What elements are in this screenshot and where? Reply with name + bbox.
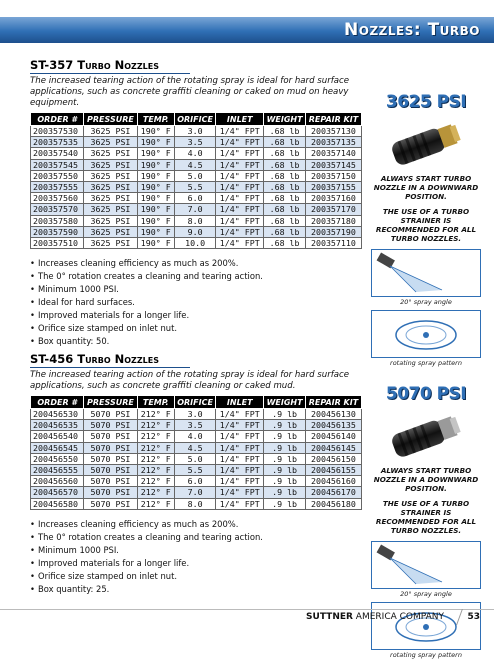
table-cell: .9 lb (264, 464, 306, 475)
turbo-nozzle-icon (370, 406, 482, 466)
page-title: Nozzles: Turbo (344, 20, 480, 40)
column-header: INLET (216, 113, 264, 126)
table-cell: 5.5 (174, 464, 215, 475)
table-cell: 1/4" FPT (216, 420, 264, 431)
list-item: • Minimum 1000 PSI. (30, 544, 362, 557)
table-cell: 7.0 (174, 487, 215, 498)
table-cell: 200357560 (31, 193, 84, 204)
table-cell: 212° F (137, 431, 174, 442)
column-header: TEMP. (137, 113, 174, 126)
list-item: • The 0° rotation creates a cleaning and tearing action. (30, 531, 362, 544)
table-cell: .68 lb (264, 148, 306, 159)
table-cell: 200357135 (305, 137, 361, 148)
table-row (31, 159, 362, 170)
table-cell: 1/4" FPT (216, 409, 264, 420)
table-cell: .68 lb (264, 204, 306, 215)
spec-table (30, 395, 362, 510)
table-cell: 3.0 (174, 409, 215, 420)
table-cell: 190° F (137, 126, 174, 137)
spray-angle-icon (372, 250, 480, 296)
table-cell: 212° F (137, 476, 174, 487)
table-body (31, 126, 362, 249)
table-cell: 5.0 (174, 170, 215, 181)
table-cell: 200357570 (31, 204, 84, 215)
table-cell: 1/4" FPT (216, 237, 264, 248)
column-header: REPAIR KIT (305, 396, 361, 409)
table-cell: 1/4" FPT (216, 498, 264, 509)
table-cell: 212° F (137, 498, 174, 509)
brand-suffix: AMERICA COMPANY (352, 612, 444, 622)
table-cell: 1/4" FPT (216, 431, 264, 442)
table-cell: 5070 PSI (84, 453, 137, 464)
table-cell: 200456180 (305, 498, 361, 509)
table-cell: 200357170 (305, 204, 361, 215)
column-header: INLET (216, 396, 264, 409)
table-cell: 1/4" FPT (216, 137, 264, 148)
table-cell: .9 lb (264, 476, 306, 487)
caption-spray-angle: 20° spray angle (400, 590, 452, 598)
column-header: WEIGHT (264, 113, 306, 126)
table-body (31, 409, 362, 510)
column-header: TEMP. (137, 396, 174, 409)
table-cell: 200456530 (31, 409, 84, 420)
table-cell: 5.5 (174, 181, 215, 192)
table-cell: 190° F (137, 193, 174, 204)
table-cell: 3.0 (174, 126, 215, 137)
list-item: • Box quantity: 25. (30, 583, 362, 596)
spray-angle-diagram (371, 249, 481, 297)
table-cell: 5070 PSI (84, 498, 137, 509)
table-row (31, 498, 362, 509)
table-row (31, 476, 362, 487)
table-cell: 200456535 (31, 420, 84, 431)
table-cell: 5070 PSI (84, 476, 137, 487)
table-cell: 200357145 (305, 159, 361, 170)
table-cell: 190° F (137, 181, 174, 192)
table-cell: 1/4" FPT (216, 193, 264, 204)
section-description: The increased tearing action of the rotating spray is ideal for hard surface applications, such as concrete graffiti cleaning or caked on mud on heavy equipment. (30, 76, 350, 108)
table-cell: .68 lb (264, 170, 306, 181)
table-cell: 3.5 (174, 137, 215, 148)
table-cell: 5070 PSI (84, 442, 137, 453)
page-number: 53 (467, 612, 480, 622)
table-cell: 1/4" FPT (216, 170, 264, 181)
table-cell: 212° F (137, 420, 174, 431)
psi-badge: 3625 PSI (385, 92, 467, 112)
column-header: ORDER # (31, 113, 84, 126)
table-cell: 3625 PSI (84, 126, 137, 137)
table-cell: .68 lb (264, 159, 306, 170)
list-item: • Box quantity: 50. (30, 335, 362, 348)
list-item: • Increases cleaning efficiency as much as 200%. (30, 257, 362, 270)
table-cell: 212° F (137, 487, 174, 498)
table-cell: 1/4" FPT (216, 181, 264, 192)
table-cell: .68 lb (264, 126, 306, 137)
table-cell: 5070 PSI (84, 409, 137, 420)
table-cell: 1/4" FPT (216, 476, 264, 487)
table-cell: 1/4" FPT (216, 148, 264, 159)
table-cell: 10.0 (174, 237, 215, 248)
feature-list (30, 518, 362, 596)
caption-spray-angle: 20° spray angle (400, 298, 452, 306)
table-cell: 1/4" FPT (216, 215, 264, 226)
table-cell: 200357530 (31, 126, 84, 137)
table-row (31, 226, 362, 237)
table-cell: 3625 PSI (84, 193, 137, 204)
table-cell: 190° F (137, 148, 174, 159)
table-cell: 5070 PSI (84, 431, 137, 442)
table-cell: 3625 PSI (84, 226, 137, 237)
note-downward: ALWAYS START TURBO NOZZLE IN A DOWNWARD POSITION. (373, 466, 479, 493)
table-cell: 200456560 (31, 476, 84, 487)
table-cell: 7.0 (174, 204, 215, 215)
table-cell: 212° F (137, 464, 174, 475)
table-row (31, 464, 362, 475)
section-st357 (30, 58, 362, 348)
table-row (31, 215, 362, 226)
table-cell: 200357110 (305, 237, 361, 248)
table-cell: 200357150 (305, 170, 361, 181)
table-header-row (31, 113, 362, 126)
table-cell: 1/4" FPT (216, 159, 264, 170)
table-cell: .9 lb (264, 442, 306, 453)
nozzle-image (370, 114, 482, 174)
table-cell: .9 lb (264, 487, 306, 498)
table-row (31, 409, 362, 420)
note-strainer: THE USE OF A TURBO STRAINER IS RECOMMENDED FOR ALL TURBO NOZZLES. (375, 499, 477, 535)
column-header: REPAIR KIT (305, 113, 361, 126)
table-cell: 5070 PSI (84, 420, 137, 431)
table-cell: 200357140 (305, 148, 361, 159)
table-row (31, 237, 362, 248)
table-cell: 3625 PSI (84, 204, 137, 215)
table-cell: 200456550 (31, 453, 84, 464)
table-row (31, 193, 362, 204)
table-cell: .9 lb (264, 498, 306, 509)
table-cell: 200456545 (31, 442, 84, 453)
table-header-row (31, 396, 362, 409)
table-cell: 3625 PSI (84, 159, 137, 170)
footer-rule (0, 609, 494, 610)
list-item: • Orifice size stamped on inlet nut. (30, 322, 362, 335)
table-cell: 200456170 (305, 487, 361, 498)
table-cell: 4.5 (174, 442, 215, 453)
table-cell: 5070 PSI (84, 487, 137, 498)
table-cell: 8.0 (174, 215, 215, 226)
table-row (31, 181, 362, 192)
spray-pattern-diagram (371, 310, 481, 358)
table-cell: 200456145 (305, 442, 361, 453)
table-cell: 200456555 (31, 464, 84, 475)
table-cell: 200357190 (305, 226, 361, 237)
rotating-pattern-icon (372, 311, 480, 357)
table-row (31, 137, 362, 148)
table-cell: 190° F (137, 170, 174, 181)
table-cell: 200456130 (305, 409, 361, 420)
table-row (31, 126, 362, 137)
table-cell: 200357540 (31, 148, 84, 159)
footer-brand (306, 612, 444, 622)
table-cell: 190° F (137, 215, 174, 226)
table-cell: 200357160 (305, 193, 361, 204)
table-row (31, 487, 362, 498)
table-cell: .9 lb (264, 431, 306, 442)
section-description: The increased tearing action of the rotating spray is ideal for hard surface applications, such as concrete graffiti cleaning or caked mud. (30, 370, 350, 391)
section-title: ST-357 Turbo Nozzles (30, 58, 190, 74)
list-item: • Improved materials for a longer life. (30, 309, 362, 322)
table-cell: 9.0 (174, 226, 215, 237)
table-cell: 200357510 (31, 237, 84, 248)
table-cell: 190° F (137, 137, 174, 148)
table-cell: 200357590 (31, 226, 84, 237)
table-cell: 3625 PSI (84, 181, 137, 192)
table-cell: 8.0 (174, 498, 215, 509)
spray-angle-diagram (371, 541, 481, 589)
table-cell: .68 lb (264, 181, 306, 192)
feature-list (30, 257, 362, 348)
table-row (31, 204, 362, 215)
psi-badge: 5070 PSI (385, 384, 467, 404)
table-row (31, 431, 362, 442)
table-cell: 1/4" FPT (216, 126, 264, 137)
table-cell: 200456140 (305, 431, 361, 442)
list-item: • Improved materials for a longer life. (30, 557, 362, 570)
note-strainer: THE USE OF A TURBO STRAINER IS RECOMMENDED FOR ALL TURBO NOZZLES. (375, 207, 477, 243)
table-cell: 3625 PSI (84, 137, 137, 148)
table-row (31, 148, 362, 159)
table-cell: 200357545 (31, 159, 84, 170)
table-cell: 6.0 (174, 193, 215, 204)
table-cell: 190° F (137, 237, 174, 248)
table-cell: 200456580 (31, 498, 84, 509)
table-cell: 3625 PSI (84, 215, 137, 226)
table-row (31, 170, 362, 181)
table-cell: .68 lb (264, 237, 306, 248)
table-cell: 3.5 (174, 420, 215, 431)
table-cell: 200357535 (31, 137, 84, 148)
table-cell: 200357580 (31, 215, 84, 226)
table-cell: 1/4" FPT (216, 442, 264, 453)
table-row (31, 453, 362, 464)
table-cell: 4.0 (174, 431, 215, 442)
column-header: ORIFICE (174, 113, 215, 126)
table-cell: 200456150 (305, 453, 361, 464)
table-cell: 200456135 (305, 420, 361, 431)
table-cell: 212° F (137, 453, 174, 464)
note-downward: ALWAYS START TURBO NOZZLE IN A DOWNWARD POSITION. (373, 174, 479, 201)
table-cell: 190° F (137, 204, 174, 215)
nozzle-image (370, 406, 482, 466)
table-cell: 200456155 (305, 464, 361, 475)
table-cell: .68 lb (264, 193, 306, 204)
table-cell: 200357130 (305, 126, 361, 137)
table-cell: 200456570 (31, 487, 84, 498)
section-title: ST-456 Turbo Nozzles (30, 352, 190, 368)
table-cell: .9 lb (264, 453, 306, 464)
table-cell: 200456540 (31, 431, 84, 442)
table-cell: 3625 PSI (84, 237, 137, 248)
table-row (31, 442, 362, 453)
table-cell: 4.0 (174, 148, 215, 159)
table-cell: 200456160 (305, 476, 361, 487)
table-cell: 4.5 (174, 159, 215, 170)
caption-spray-pattern: rotating spray pattern (390, 651, 462, 659)
caption-spray-pattern: rotating spray pattern (390, 359, 462, 367)
spray-angle-icon (372, 542, 480, 588)
table-cell: 200357180 (305, 215, 361, 226)
table-cell: .68 lb (264, 215, 306, 226)
spec-table (30, 112, 362, 249)
table-cell: 190° F (137, 226, 174, 237)
table-cell: 1/4" FPT (216, 204, 264, 215)
table-cell: 1/4" FPT (216, 453, 264, 464)
column-header: ORDER # (31, 396, 84, 409)
sidebar-st357 (370, 92, 482, 369)
list-item: • Minimum 1000 PSI. (30, 283, 362, 296)
section-st456 (30, 352, 362, 596)
table-cell: .68 lb (264, 226, 306, 237)
table-cell: 200357155 (305, 181, 361, 192)
table-cell: 1/4" FPT (216, 487, 264, 498)
table-cell: 5.0 (174, 453, 215, 464)
list-item: • Ideal for hard surfaces. (30, 296, 362, 309)
column-header: ORIFICE (174, 396, 215, 409)
brand-name: SUTTNER (306, 612, 353, 622)
table-cell: 212° F (137, 442, 174, 453)
list-item: • Orifice size stamped on inlet nut. (30, 570, 362, 583)
table-cell: 212° F (137, 409, 174, 420)
column-header: WEIGHT (264, 396, 306, 409)
table-cell: 6.0 (174, 476, 215, 487)
table-cell: .9 lb (264, 409, 306, 420)
table-cell: 1/4" FPT (216, 226, 264, 237)
table-cell: 1/4" FPT (216, 464, 264, 475)
table-cell: 200357550 (31, 170, 84, 181)
table-cell: 190° F (137, 159, 174, 170)
table-cell: 3625 PSI (84, 170, 137, 181)
column-header: PRESSURE (84, 113, 137, 126)
column-header: PRESSURE (84, 396, 137, 409)
list-item: • Increases cleaning efficiency as much as 200%. (30, 518, 362, 531)
table-cell: 5070 PSI (84, 464, 137, 475)
table-cell: .9 lb (264, 420, 306, 431)
turbo-nozzle-icon (370, 114, 482, 174)
list-item: • The 0° rotation creates a cleaning and tearing action. (30, 270, 362, 283)
table-row (31, 420, 362, 431)
table-cell: 200357555 (31, 181, 84, 192)
table-cell: 3625 PSI (84, 148, 137, 159)
table-cell: .68 lb (264, 137, 306, 148)
